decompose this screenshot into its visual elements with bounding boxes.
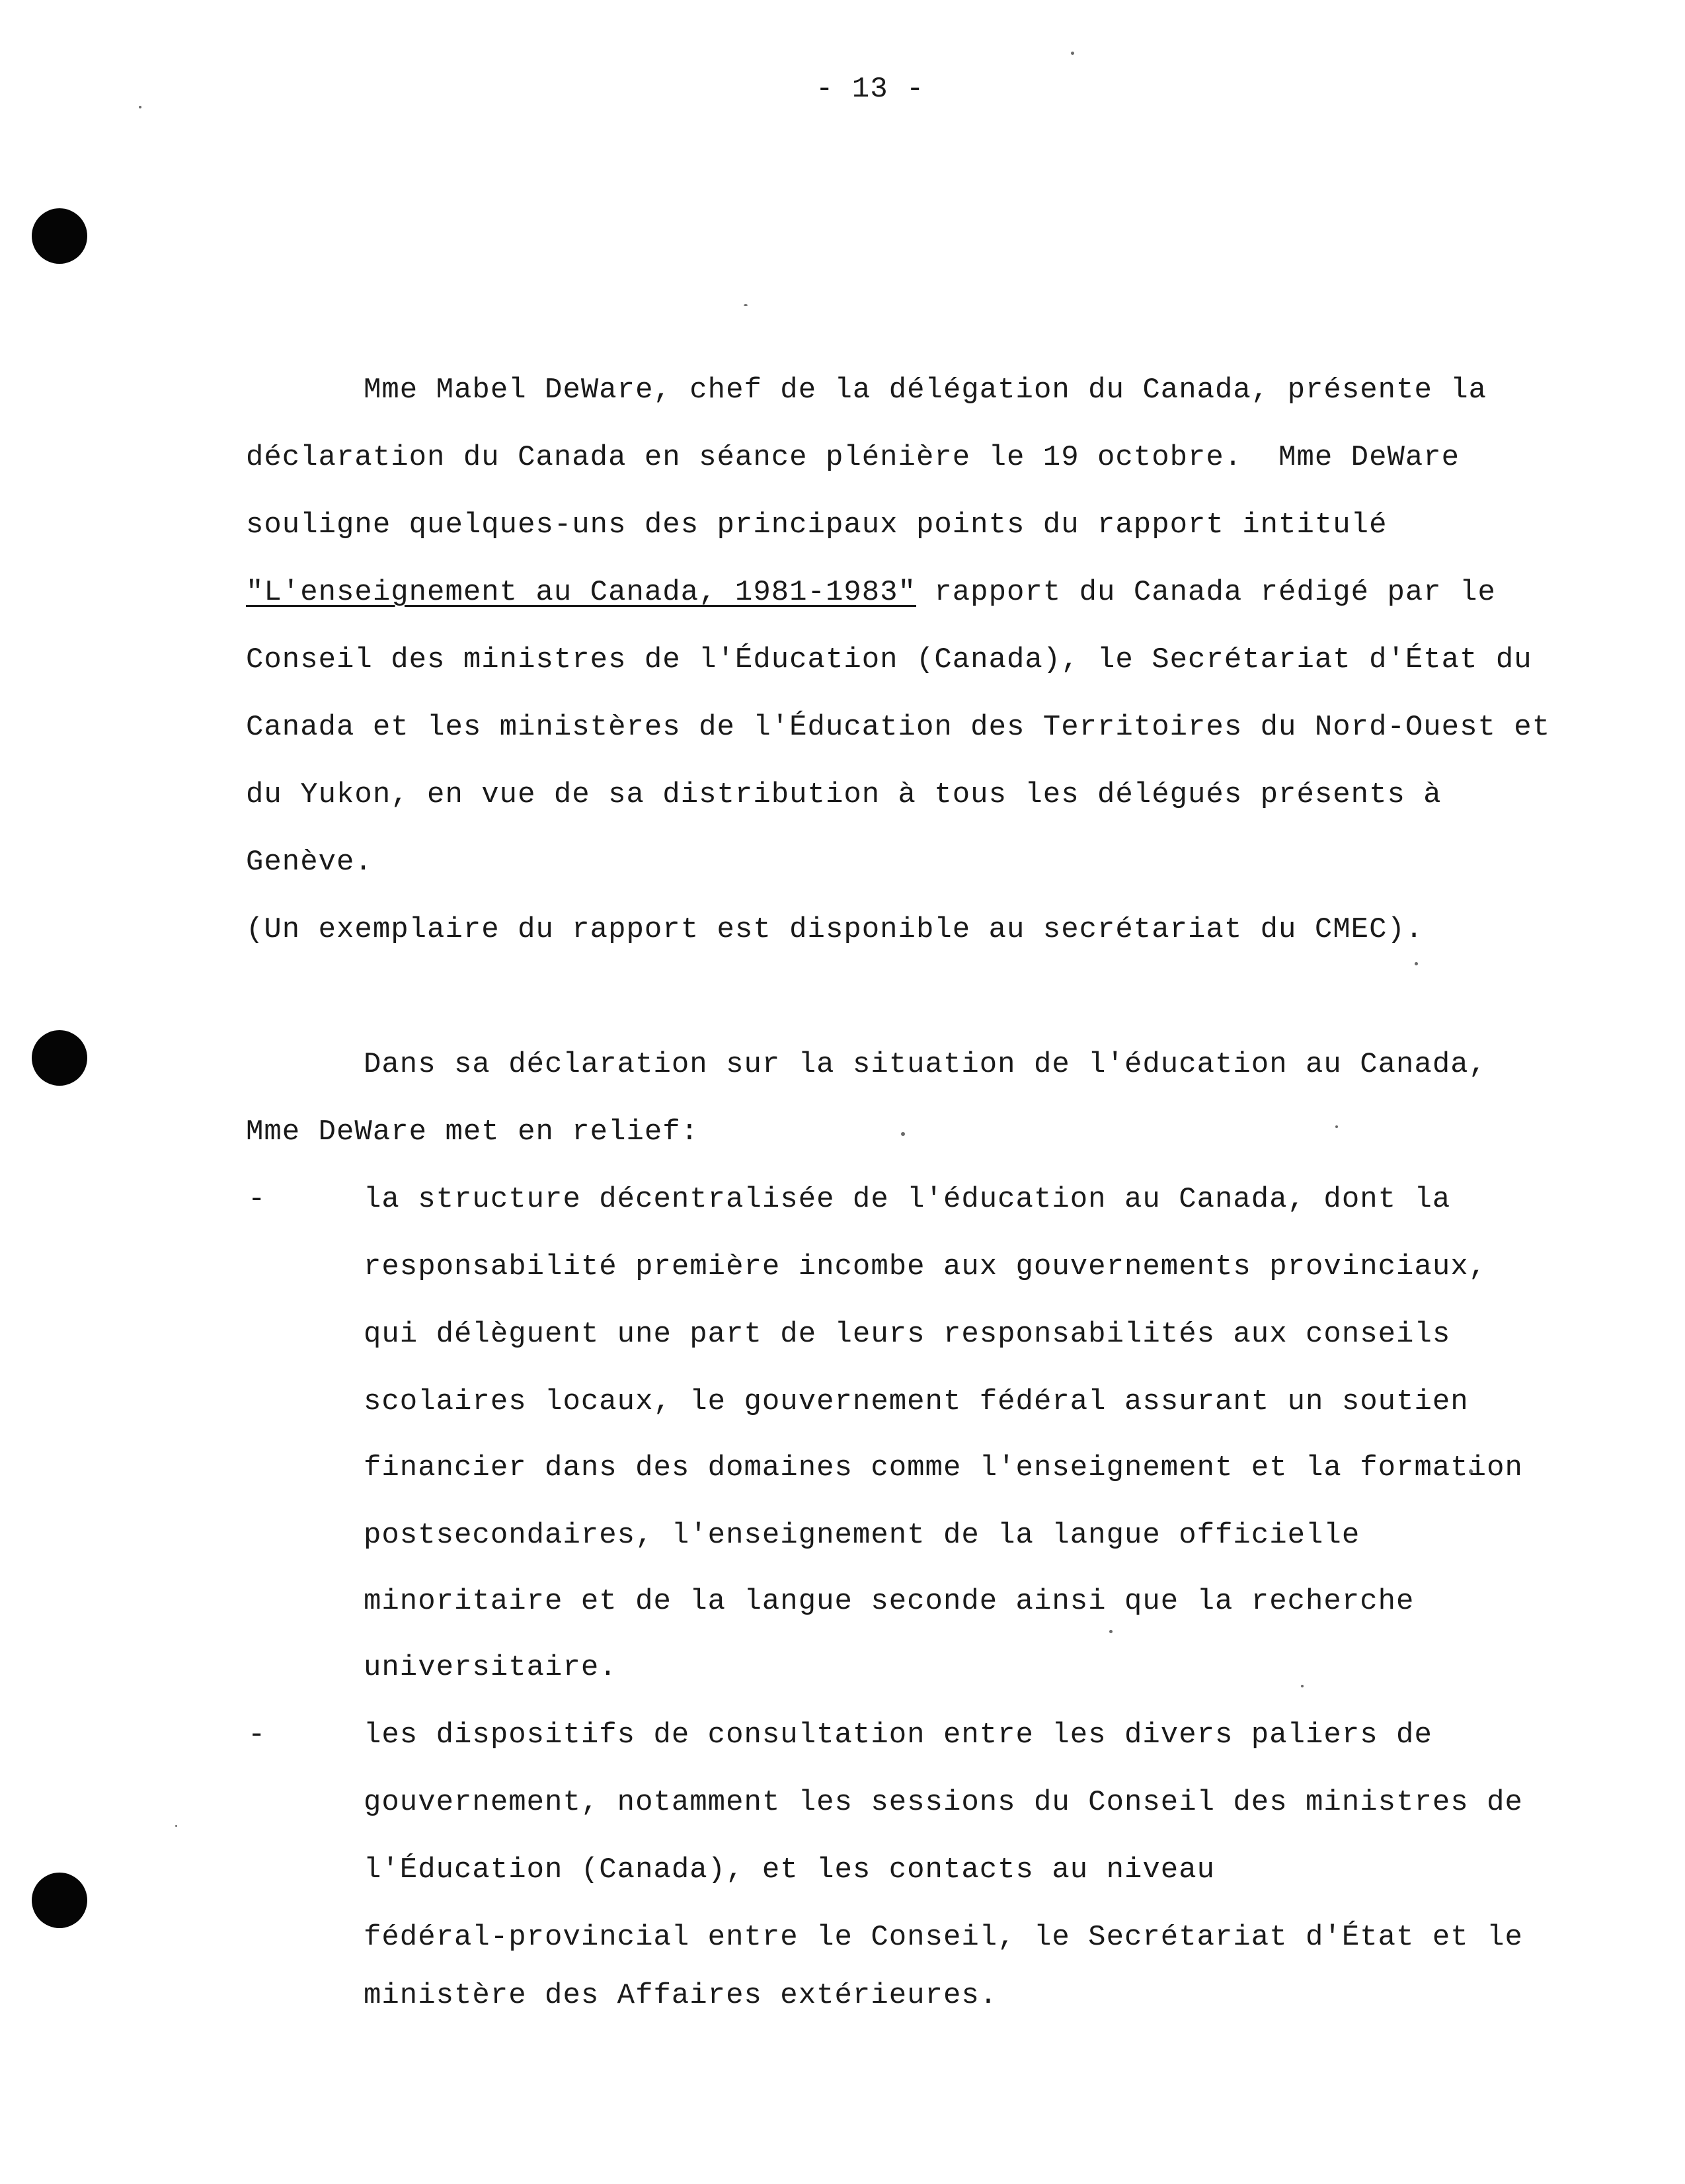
page-number: - 13 - (816, 73, 925, 106)
paragraph-2-line-2: Mme DeWare met en relief: (246, 1115, 699, 1149)
punch-hole-bottom (32, 1873, 87, 1928)
paragraph-1-line-5: Conseil des ministres de l'Éducation (Canada), le Secrétariat d'État du (246, 643, 1532, 676)
bullet-2-line-1: les dispositifs de consultation entre les divers paliers de (364, 1719, 1432, 1752)
bullet-1-dash: - (248, 1183, 266, 1216)
paragraph-1-line-2: déclaration du Canada en séance plénière le 19 octobre. Mme DeWare (246, 441, 1460, 474)
bullet-1-line-6: postsecondaires, l'enseignement de la langue officielle (364, 1519, 1360, 1552)
paragraph-1-line-7: du Yukon, en vue de sa distribution à tous les délégués présents à (246, 778, 1442, 811)
bullet-1-line-4: scolaires locaux, le gouvernement fédéral assurant un soutien (364, 1385, 1469, 1418)
report-title: "L'enseignement au Canada, 1981-1983" (246, 576, 916, 609)
paragraph-1-line-3: souligne quelques-uns des principaux points du rapport intitulé (246, 508, 1388, 542)
paragraph-1-line-1: Mme Mabel DeWare, chef de la délégation du Canada, présente la (364, 374, 1487, 407)
bullet-2-dash: - (248, 1719, 266, 1752)
paragraph-1-note: (Un exemplaire du rapport est disponible au secrétariat du CMEC). (246, 913, 1424, 946)
bullet-1-line-2: responsabilité première incombe aux gouvernements provinciaux, (364, 1250, 1487, 1283)
bullet-1-line-3: qui délèguent une part de leurs responsabilités aux conseils (364, 1318, 1451, 1351)
paragraph-1-line-8: Genève. (246, 846, 373, 879)
report-title-continuation: rapport du Canada rédigé par le (916, 576, 1496, 609)
paragraph-1-line-4 (246, 574, 1496, 611)
bullet-1-line-1: la structure décentralisée de l'éducation au Canada, dont la (364, 1183, 1451, 1216)
punch-hole-top (32, 208, 87, 264)
bullet-1-line-7: minoritaire et de la langue seconde ainsi que la recherche (364, 1585, 1415, 1618)
bullet-2-line-4: fédéral-provincial entre le Conseil, le Secrétariat d'État et le (364, 1921, 1523, 1954)
bullet-2-line-2: gouvernement, notamment les sessions du Conseil des ministres de (364, 1786, 1523, 1819)
paragraph-1-line-6: Canada et les ministères de l'Éducation des Territoires du Nord-Ouest et (246, 711, 1551, 744)
punch-hole-middle (32, 1030, 87, 1086)
paragraph-2-line-1: Dans sa déclaration sur la situation de l'éducation au Canada, (364, 1048, 1487, 1081)
bullet-1-line-8: universitaire. (364, 1651, 617, 1684)
bullet-2-line-3: l'Éducation (Canada), et les contacts au niveau (364, 1853, 1216, 1886)
bullet-2-line-5: ministère des Affaires extérieures. (364, 1979, 998, 2012)
bullet-1-line-5: financier dans des domaines comme l'enseignement et la formation (364, 1451, 1523, 1484)
